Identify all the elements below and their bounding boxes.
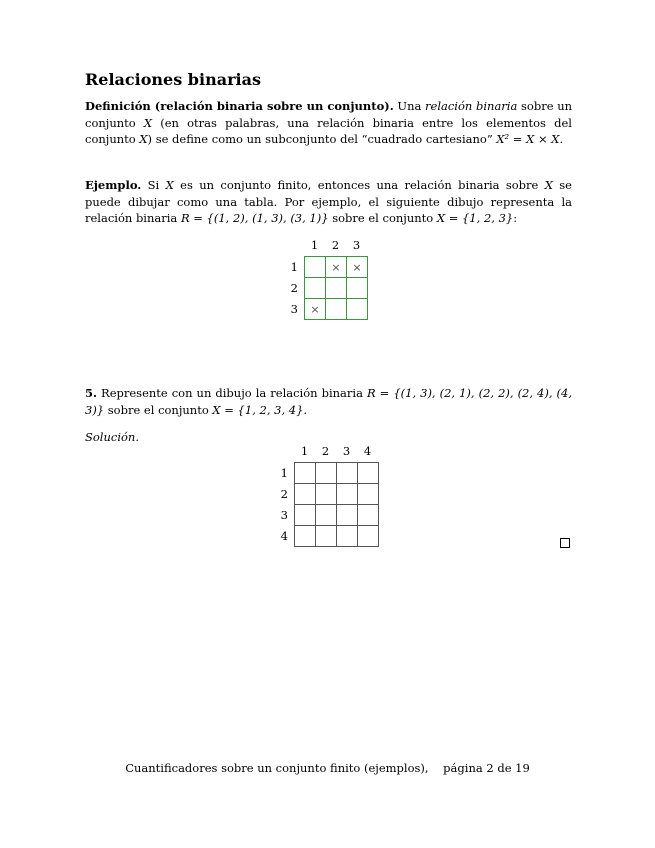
column-header: 3 [342, 444, 351, 458]
definition-term: relación binaria [425, 99, 518, 113]
grid-cell [347, 299, 368, 320]
page-footer: Cuantificadores sobre un conjunto finito (ejemplos), página 2 de 19 [125, 761, 530, 775]
grid-cell [305, 278, 326, 299]
grid-cell [358, 463, 379, 484]
definition-text: Una [393, 99, 426, 113]
grid-cell [337, 484, 358, 505]
exercise-text: Represente con un dibujo la relación binaria [97, 386, 367, 400]
definition-paragraph [85, 98, 572, 148]
grid-cell [316, 463, 337, 484]
row-header: 2 [280, 487, 288, 501]
grid-cell [295, 484, 316, 505]
grid-cell: × [326, 257, 347, 278]
grid-cell [295, 505, 316, 526]
grid-cell [305, 257, 326, 278]
example-lead: Ejemplo. [85, 178, 142, 192]
grid-cell [337, 505, 358, 526]
cartesian-square-formula: X² = X × X [496, 132, 560, 146]
row-header: 3 [280, 508, 288, 522]
row-header: 1 [290, 260, 298, 274]
exercise-text: . [303, 402, 308, 417]
example-text: sobre el conjunto [328, 211, 437, 225]
definition-text: . [559, 132, 564, 146]
definition-text: (en otras palabras, una relación binaria entre los elementos del conjunto [85, 115, 572, 146]
row-header: 2 [290, 281, 298, 295]
column-header: 1 [310, 238, 319, 252]
grid-cell [347, 278, 368, 299]
example-text: es un conjunto finito, entonces una relación binaria sobre [173, 178, 545, 192]
grid-cell [295, 526, 316, 547]
grid-cell [316, 505, 337, 526]
grid-cell [326, 299, 347, 320]
example-text: Si [141, 178, 166, 192]
example-text: : [513, 211, 518, 225]
definition-text: sobre un conjunto [85, 99, 573, 130]
exercise-number: 5. [85, 386, 98, 400]
grid-cell [337, 463, 358, 484]
math-variable: X [143, 115, 153, 130]
solution-label: Solución. [85, 430, 139, 444]
row-header: 1 [280, 466, 288, 480]
relation-grid [304, 256, 368, 320]
example-set: X = {1, 2, 3} [436, 211, 514, 225]
column-header: 2 [331, 238, 340, 252]
grid-cell [316, 526, 337, 547]
math-variable: X [165, 178, 174, 192]
exercise-set: X = {1, 2, 3, 4} [212, 402, 304, 417]
example-paragraph [85, 177, 572, 227]
grid-cell [326, 278, 347, 299]
grid-cell [337, 526, 358, 547]
math-variable: X [139, 132, 148, 146]
column-header: 2 [321, 444, 330, 458]
exercise-text: sobre el conjunto [104, 402, 213, 417]
grid-cell [295, 463, 316, 484]
grid-cell [358, 526, 379, 547]
definition-lead: Definición (relación binaria sobre un conjunto). [85, 99, 394, 113]
row-header: 3 [290, 302, 298, 316]
relation-grid [294, 462, 379, 547]
grid-cell [316, 484, 337, 505]
grid-cell: × [305, 299, 326, 320]
column-header: 4 [363, 444, 372, 458]
example-relation: R = {(1, 2), (1, 3), (3, 1)} [180, 211, 329, 225]
row-header: 4 [280, 529, 288, 543]
exercise-paragraph [85, 385, 572, 418]
exercise-relation: R = {(1, 3), (2, 1), (2, 2), (2, 4), (4, 3)} [85, 386, 573, 417]
column-header: 3 [352, 238, 361, 252]
example-text: se puede dibujar como una tabla. Por ejemplo, el siguiente dibujo representa la relación binaria [85, 178, 572, 225]
definition-text: ) se define como un subconjunto del “cuadrado cartesiano” [147, 132, 497, 146]
grid-cell [358, 505, 379, 526]
qed-square-icon [560, 538, 570, 548]
grid-cell [358, 484, 379, 505]
column-header: 1 [300, 444, 309, 458]
math-variable: X [544, 178, 553, 192]
grid-cell: × [347, 257, 368, 278]
section-title: Relaciones binarias [85, 70, 261, 89]
